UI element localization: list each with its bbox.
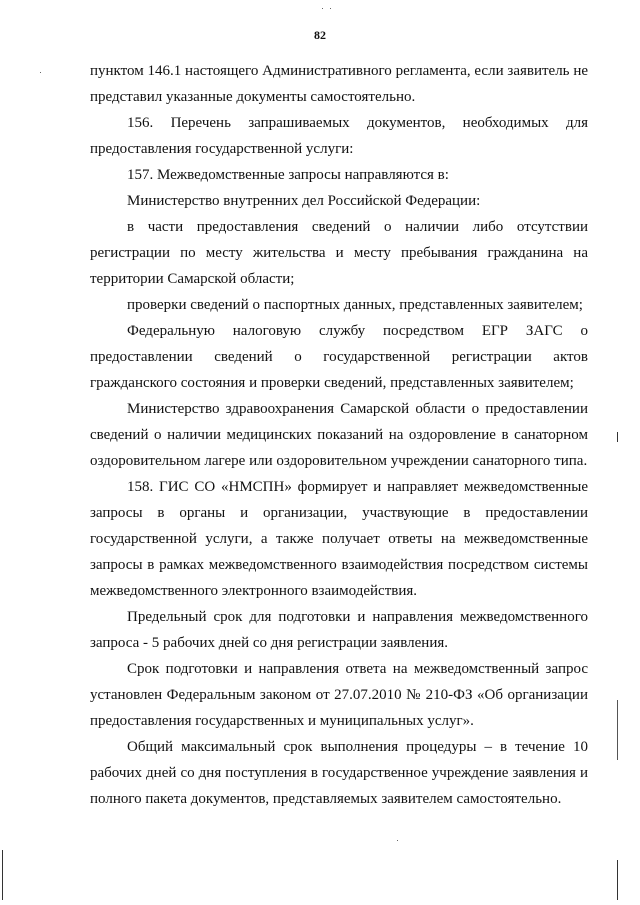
scan-edge-mark <box>617 700 618 760</box>
document-body <box>90 58 588 812</box>
scan-speck <box>40 72 41 73</box>
paragraph-registration: в части предоставления сведений о наличии либо отсутствии регистрации по месту жительства и месту пребывания гражданина на территории Самарской области; <box>90 219 588 287</box>
paragraph-total-deadline: Общий максимальный срок выполнения процедуры – в течение 10 рабочих дней со дня поступления в государственное учреждение заявления и полного пакета документов, представляемых заявителем самостоятельно. <box>90 739 588 807</box>
paragraph-intro: пунктом 146.1 настоящего Административного регламента, если заявитель не представил указанные документы самостоятельно. <box>90 63 588 105</box>
paragraph-fns: Федеральную налоговую службу посредством ЕГР ЗАГС о предоставлении сведений о государственной регистрации актов гражданского состояния и проверки сведений, представленных заявителем; <box>90 323 588 391</box>
paragraph-156: 156. Перечень запрашиваемых документов, необходимых для предоставления государственной услуги: <box>90 115 588 157</box>
scan-edge-mark <box>2 850 3 900</box>
paragraph-mvd: Министерство внутренних дел Российской Федерации: <box>127 193 481 209</box>
scan-speck <box>397 840 398 841</box>
page-number: 82 <box>314 28 326 42</box>
paragraph-passport: проверки сведений о паспортных данных, представленных заявителем; <box>127 297 583 313</box>
paragraph-request-deadline: Предельный срок для подготовки и направления межведомственного запроса - 5 рабочих дней со дня регистрации заявления. <box>90 609 588 651</box>
scan-speck <box>322 8 323 9</box>
scan-edge-mark <box>617 860 618 900</box>
paragraph-158: 158. ГИС СО «НМСПН» формирует и направляет межведомственные запросы в органы и организации, участвующие в предоставлении государственной услуги, а также получает ответы на межведомственные запросы в рамках межведомственного взаимодействия посредством системы межведомственного электронного взаимодействия. <box>90 479 588 599</box>
paragraph-157: 157. Межведомственные запросы направляются в: <box>127 167 449 183</box>
paragraph-response-deadline: Срок подготовки и направления ответа на межведомственный запрос установлен Федеральным законом от 27.07.2010 № 210-ФЗ «Об организации предоставления государственных и муниципальных услуг». <box>90 661 588 729</box>
scan-edge-mark <box>617 432 618 442</box>
scan-speck <box>330 8 331 9</box>
paragraph-minzdrav: Министерство здравоохранения Самарской области о предоставлении сведений о наличии медицинских показаний на оздоровление в санаторном оздоровительном лагере или оздоровительном учреждении санаторного типа. <box>90 401 588 469</box>
